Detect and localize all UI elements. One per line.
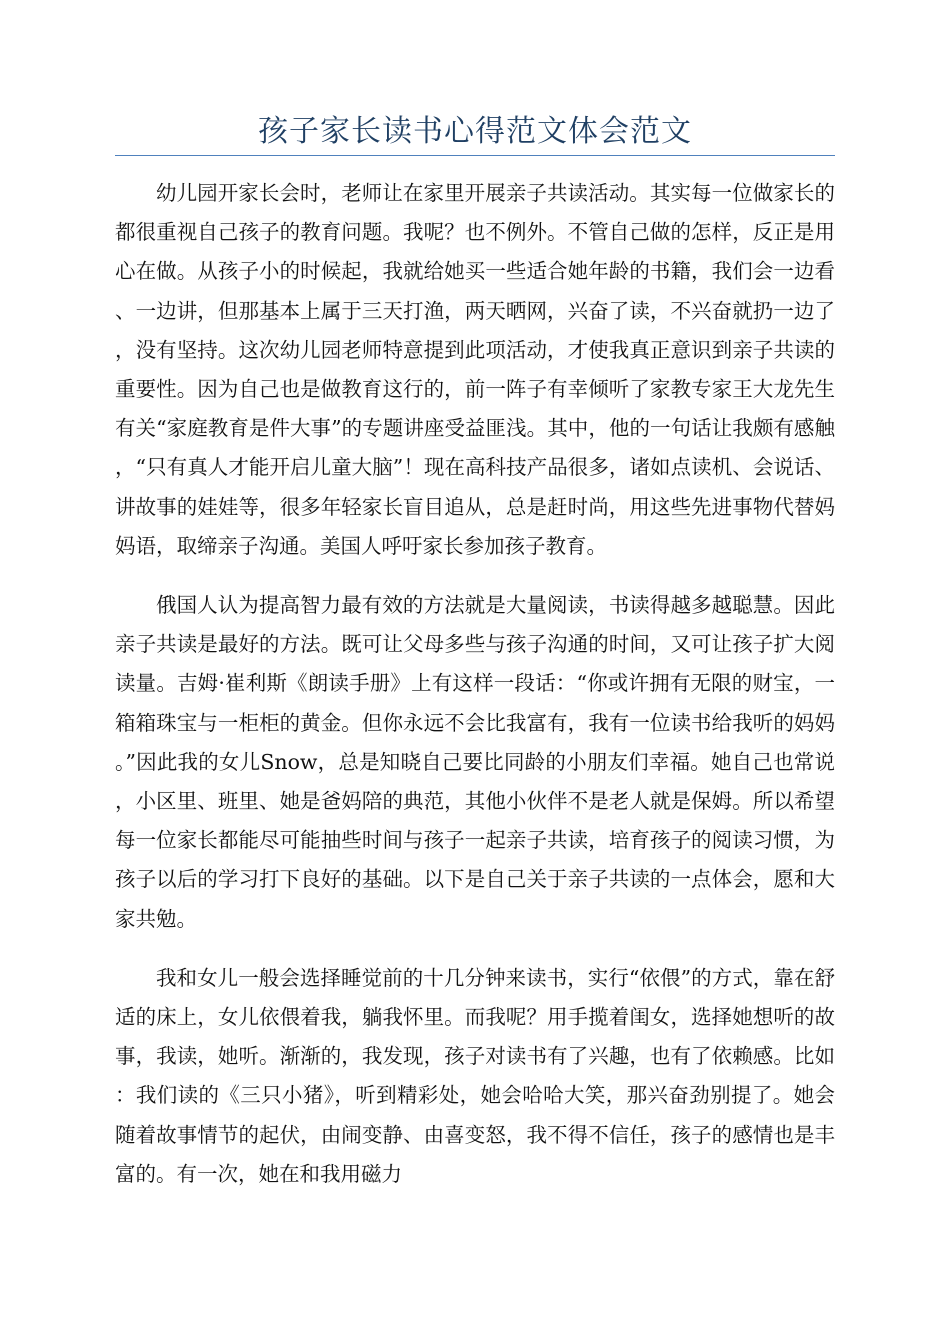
document-body [115,174,835,1214]
document-title: 孩子家长读书心得范文体会范文 [258,114,692,149]
title-underline [115,155,835,156]
paragraph-1: 幼儿园开家长会时，老师让在家里开展亲子共读活动。其实每一位做家长的都很重视自己孩子的教育问题。我呢？也不例外。不管自己做的怎样，反正是用心在做。从孩子小的时候起，我就给她买一些适合她年龄的书籍，我们会一边看、一边讲，但那基本上属于三天打渔，两天晒网，兴奋了读，不兴奋就扔一边了，没有坚持。这次幼儿园老师特意提到此项活动，才使我真正意识到亲子共读的重要性。因为自己也是做教育这行的，前一阵子有幸倾听了家教专家王大龙先生有关“家庭教育是件大事”的专题讲座受益匪浅。其中，他的一句话让我颇有感触，“只有真人才能开启儿童大脑”！现在高科技产品很多，诸如点读机、会说话、讲故事的娃娃等，很多年轻家长盲目追从，总是赶时尚，用这些先进事物代替妈妈语，取缔亲子沟通。美国人呼吁家长参加孩子教育。 [115,181,835,558]
paragraph-3: 我和女儿一般会选择睡觉前的十几分钟来读书，实行“依偎”的方式，靠在舒适的床上，女儿依偎着我，躺我怀里。而我呢？用手揽着闺女，选择她想听的故事，我读，她听。渐渐的，我发现，孩子对读书有了兴趣，也有了依赖感。比如：我们读的《三只小猪》，听到精彩处，她会哈哈大笑，那兴奋劲别提了。她会随着故事情节的起伏，由闹变静、由喜变怒，我不得不信任，孩子的感情也是丰富的。有一次，她在和我用磁力 [115,965,835,1186]
paragraph-2: 俄国人认为提高智力最有效的方法就是大量阅读，书读得越多越聪慧。因此亲子共读是最好的方法。既可让父母多些与孩子沟通的时间，又可让孩子扩大阅读量。吉姆·崔利斯《朗读手册》上有这样一段话：“你或许拥有无限的财宝，一箱箱珠宝与一柜柜的黄金。但你永远不会比我富有，我有一位读书给我听的妈妈。”因此我的女儿Snow，总是知晓自己要比同龄的小朋友们幸福。她自己也常说，小区里、班里、她是爸妈陪的典范，其他小伙伴不是老人就是保姆。所以希望每一位家长都能尽可能抽些时间与孩子一起亲子共读，培育孩子的阅读习惯，为孩子以后的学习打下良好的基础。以下是自己关于亲子共读的一点体会，愿和大家共勉。 [115,593,835,931]
